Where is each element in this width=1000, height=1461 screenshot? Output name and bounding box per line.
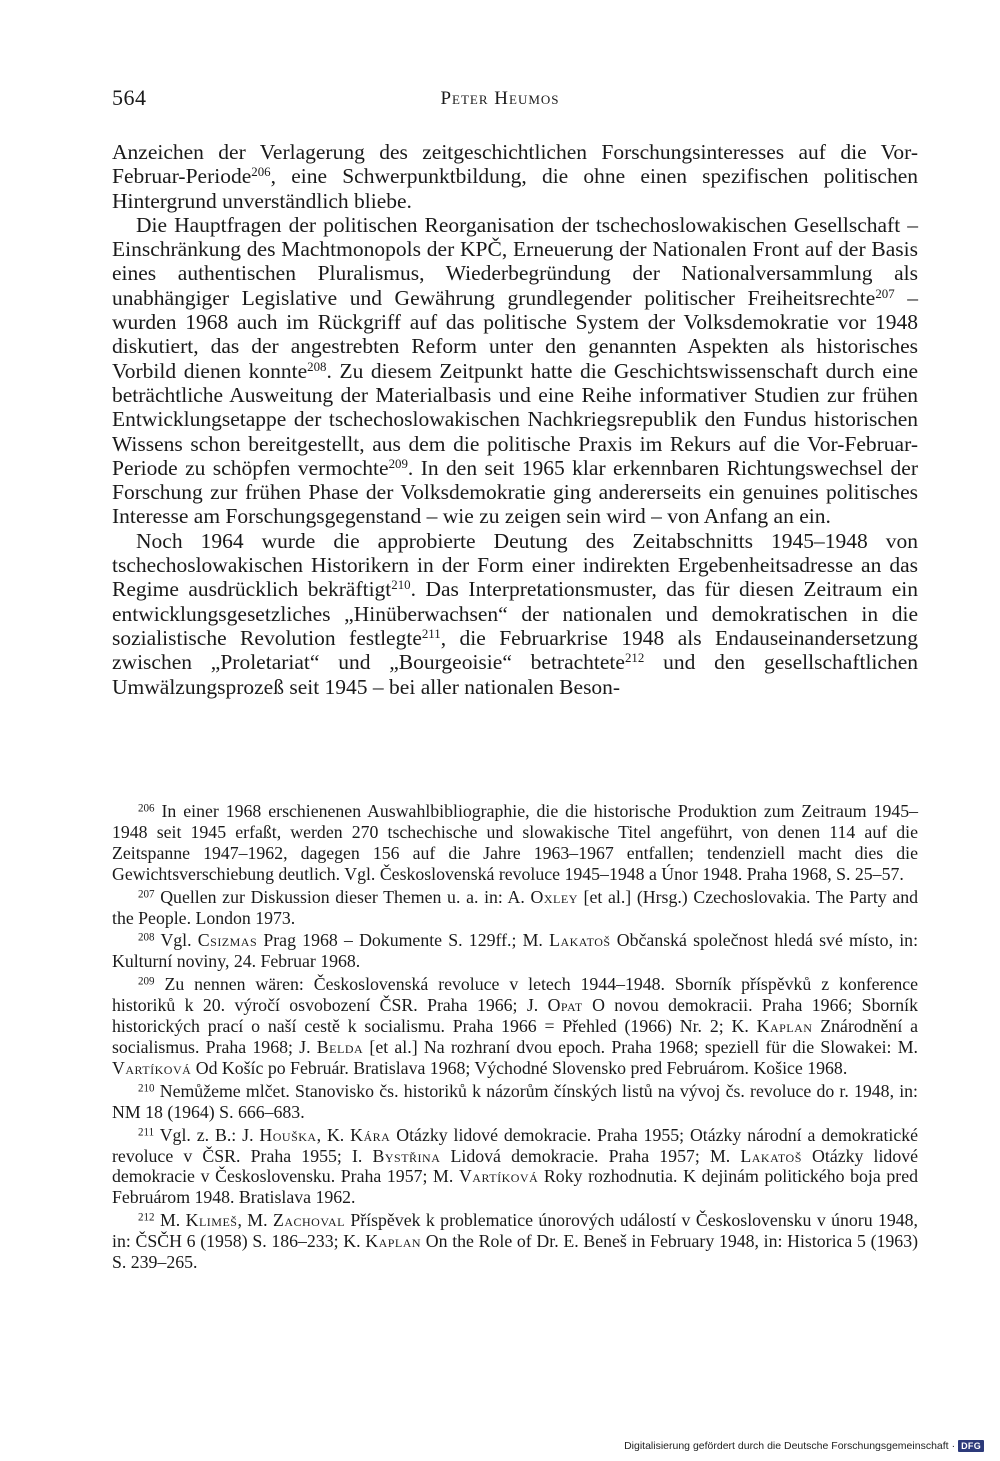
paragraph-2 (112, 213, 918, 529)
author-name: Vartíková (458, 1166, 539, 1187)
footnote-text: Vgl. z. B.: J. (159, 1124, 260, 1145)
footnote-text: Od Košíc po Február. Bratislava 1968; Východné Slovensko pred Februárom. Košice 1968. (191, 1057, 848, 1078)
text-run: . Das Interpretationsmuster, das für diesen Zeitraum ein entwicklungsgesetzliches „Hinüberwachsen“ der nationalen und demokratischen in die sozialistische Revolution festlegte (112, 577, 918, 650)
text-run: – wurden 1968 auch im Rückgriff auf das politische System der Volksdemokratie vor 1948 diskutiert, das der angestrebten Reform unter den genannten Aspekten als historisches Vorbild dienen konnte (112, 285, 918, 383)
digitization-note: Digitalisierung gefördert durch die Deutsche Forschungsgemeinschaft (624, 1440, 949, 1452)
author-name: Belda (316, 1036, 364, 1057)
text-run: , eine Schwerpunktbildung, die ohne einen spezifischen politischen Hintergrund unverständlich bliebe. (112, 164, 918, 213)
footnote-text: [et al.] Na rozhraní dvou epoch. Praha 1968; speziell für die Slowakei: M. (363, 1036, 918, 1057)
footnote-206 (112, 801, 918, 885)
footnote-number: 207 (138, 888, 155, 901)
text-run: . In den seit 1965 klar erkennbaren Richtungswechsel der Forschung zur frühen Phase der Volksdemokratie ging andererseits ein genuines politisches Interesse am Forschungsgegenstand – wie zu zeigen sein wird – von Anfang an ein. (112, 455, 918, 529)
footnote-text: Quellen zur Diskussion dieser Themen u. a. in: A. (160, 886, 531, 907)
digitization-credit[interactable] (624, 1440, 984, 1452)
author-name: Csizmas (197, 930, 258, 951)
author-name: Kára (350, 1124, 391, 1145)
footnote-207 (112, 887, 918, 929)
author-name: Kaplan (365, 1231, 422, 1252)
footnote-208 (112, 930, 918, 972)
author-name: Vartíková (112, 1057, 192, 1078)
author-name: Bystřina (372, 1145, 441, 1166)
paragraph-1 (112, 140, 918, 213)
dfg-logo-icon[interactable]: DFG (958, 1440, 984, 1452)
footnote-text: , M. (237, 1210, 273, 1231)
text-run: Anzeichen der Verlagerung des zeitgeschichtlichen Forschungsinteresses auf die Vor-Februar-Periode (112, 140, 918, 189)
footnote-number: 211 (138, 1126, 155, 1139)
footnote-number: 206 (138, 802, 155, 815)
footnote-ref-209[interactable]: 209 (388, 456, 408, 471)
running-head: Peter Heumos (440, 88, 560, 109)
author-name: Zachoval (272, 1210, 345, 1231)
text-run: , die Februarkrise 1948 als Endauseinandersetzung zwischen „Proletariat“ und „Bourgeoisie“ betrachtete (112, 625, 918, 675)
footnote-number: 208 (138, 931, 155, 944)
footnote-text: Vgl. (160, 930, 198, 951)
footnote-text: Zu nennen wären: Československá revoluce v letech 1944–1948. Sborník příspěvků z konference historiků k 20. výročí osvobození ČSR. Praha 1966; J. (112, 974, 918, 1016)
text-run: Die Hauptfragen der politischen Reorganisation der tschechoslowakischen Gesellschaft – Einschränkung des Machtmonopols der KPČ, Erneuerung der Nationalen Front auf der Basis eines authentischen Pluralismus, Wiederbegründung der Nationalversammlung als unabhängiger Legislative und Gewährung grundlegender politischer Freiheitsrechte (112, 212, 918, 310)
text-run: . Zu diesem Zeitpunkt hatte die Geschichtswissenschaft durch eine beträchtliche Ausweitung der Materialbasis und eine Reihe informativer Studien zur frühen Entwicklungsetappe der tschechoslowakischen Nachkriegsrepublik den Fundus historischen Wissens schon bereitgestellt, aus dem die politische Praxis im Rekurs auf die Vor-Februar-Periode zu schöpfen vermochte (112, 358, 919, 480)
separator-dot: · (951, 1440, 956, 1452)
footnote-ref-210[interactable]: 210 (391, 578, 411, 593)
footnote-text: Občanská společnost hledá své místo, in: Kulturní noviny, 24. Februar 1968. (112, 930, 919, 972)
footnote-number: 210 (138, 1082, 155, 1095)
footnote-text: Prag 1968 – Dokumente S. 129ff.; M. (257, 930, 550, 951)
footnote-text: Otázky lidové demokracie v Československu. Praha 1957; M. (112, 1145, 918, 1187)
footnote-212 (112, 1210, 918, 1273)
footnote-text: Příspěvek k problematice únorových událostí v Československu v únoru 1948, in: ČSČH 6 (1958) S. 186–233; K. (112, 1210, 919, 1252)
footnotes (112, 801, 918, 1275)
footnote-ref-212[interactable]: 212 (624, 651, 645, 666)
author-name: Klimeš (185, 1210, 238, 1231)
footnote-211 (112, 1125, 918, 1209)
footnote-text: O novou demokracii. Praha 1966; Sborník historických prací o naší cestě k socialismu. Praha 1966 = Přehled (1966) Nr. 2; K. (112, 995, 918, 1037)
footnote-ref-211[interactable]: 211 (421, 626, 441, 641)
main-text (112, 140, 918, 699)
footnote-text: On the Role of Dr. E. Beneš in February 1948, in: Historica 5 (1963) S. 239–265. (112, 1231, 919, 1273)
footnote-210 (112, 1081, 918, 1123)
author-name: Kaplan (756, 1016, 813, 1037)
footnote-ref-206[interactable]: 206 (251, 165, 271, 180)
text-run: und den gesellschaftlichen Umwälzungsprozeß seit 1945 – bei aller nationalen Beson- (112, 650, 918, 699)
footnote-text: M. (159, 1210, 186, 1231)
footnote-ref-207[interactable]: 207 (875, 286, 895, 301)
footnote-text: Otázky lidové demokracie. Praha 1955; Otázky národní a demokratické revoluce v ČSR. Praha 1955; I. (112, 1124, 919, 1166)
paragraph-3 (112, 529, 918, 699)
footnote-text: Lidová demokracie. Praha 1957; M. (440, 1145, 741, 1166)
author-name: Opat (547, 995, 583, 1016)
author-name: Lakatoš (549, 930, 611, 951)
footnote-number: 209 (138, 975, 155, 988)
footnote-text: [et al.] (Hrsg.) Czechoslovakia. The Party and the People. London 1973. (112, 886, 919, 928)
author-name: Lakatoš (740, 1145, 802, 1166)
page-number: 564 (112, 85, 147, 110)
footnote-text: , K. (316, 1124, 351, 1145)
footnote-209 (112, 974, 918, 1079)
footnote-text: Nemůžeme mlčet. Stanovisko čs. historiků k názorům čínských listů na vývoj čs. revoluce do r. 1948, in: NM 18 (1964) S. 666–683. (112, 1080, 918, 1122)
author-name: Houška (259, 1124, 317, 1145)
footnote-text: Znárodnění a socialismus. Praha 1968; J. (112, 1016, 918, 1057)
footnote-text: Roky rozhodnutia. K dejinám politického boja pred Februárom 1948. Bratislava 1962. (112, 1166, 918, 1208)
footnote-ref-208[interactable]: 208 (307, 359, 327, 374)
text-run: Noch 1964 wurde die approbierte Deutung des Zeitabschnitts 1945–1948 von tschechoslowakischen Historikern in der Form einer indirekten Ergebenheitsadresse an das Regime ausdrücklich bekräftigt (112, 528, 918, 602)
footnote-text: In einer 1968 erschienenen Auswahlbibliographie, die die historische Produktion zum Zeitraum 1945–1948 seit 1945 erfaßt, werden 270 tschechische und slowakische Titel angeführt, von denen 114 auf die Zeitspanne 1947–1962, dagegen 156 auf die Jahre 1963–1967 entfallen; tendenziell macht dies die Gewichtsverschiebung deutlich. Vgl. Československá revoluce 1945–1948 a Únor 1948. Praha 1968, S. 25–57. (112, 801, 919, 884)
author-name: Oxley (530, 886, 578, 907)
footnote-number: 212 (138, 1211, 155, 1224)
